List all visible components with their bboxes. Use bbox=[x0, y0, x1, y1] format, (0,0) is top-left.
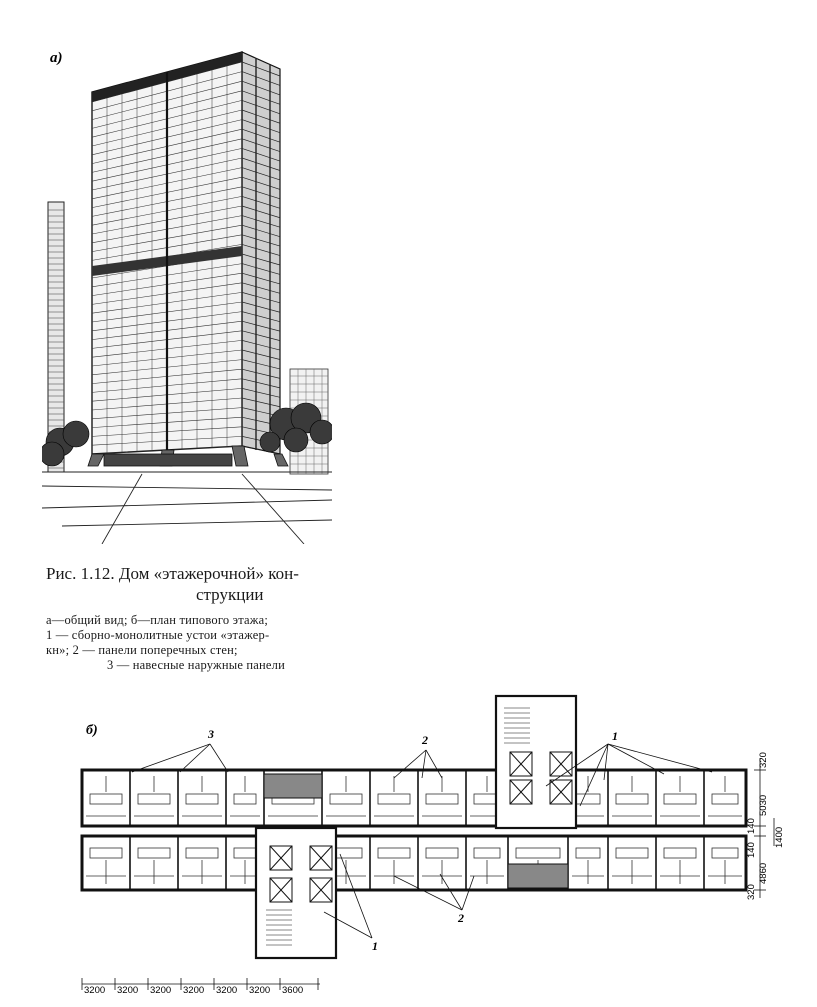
legend-line: 1 — сборно-монолитные устои «этажер- bbox=[46, 628, 270, 642]
panel-a-label: а) bbox=[50, 50, 63, 66]
dim-label: 3200 bbox=[249, 985, 271, 996]
callout-2-lower: 2 bbox=[458, 911, 464, 925]
typical-floor-plan bbox=[60, 688, 800, 1000]
caption-title bbox=[46, 563, 346, 605]
dim-label: 3200 bbox=[183, 985, 205, 996]
dim-label: 3200 bbox=[150, 985, 172, 996]
dim-label: 140 bbox=[746, 842, 757, 858]
legend-line: 3 — навесные наружные панели bbox=[106, 658, 286, 672]
legend-line: а—общий вид; б—план типового этажа; bbox=[46, 613, 269, 627]
dim-label: 4860 bbox=[758, 862, 769, 884]
plan-walls bbox=[82, 770, 746, 890]
caption-title-line2: струкции bbox=[196, 585, 264, 604]
dim-label: 140 bbox=[746, 818, 757, 834]
dim-label: 3600 bbox=[282, 985, 304, 996]
panel-b-label: б) bbox=[86, 723, 98, 738]
dim-label: 5030 bbox=[758, 794, 769, 816]
dim-label: 320 bbox=[746, 884, 757, 900]
figure-caption bbox=[46, 563, 346, 673]
ground-plaza bbox=[42, 472, 332, 544]
caption-title-line1: Рис. 1.12. Дом «этажерочной» кон- bbox=[46, 564, 299, 583]
building-perspective-illustration bbox=[42, 14, 332, 544]
dim-label: 3200 bbox=[84, 985, 106, 996]
callout-1-upper: 1 bbox=[612, 729, 618, 743]
dim-label: 3200 bbox=[216, 985, 238, 996]
dim-label: 320 bbox=[758, 752, 769, 768]
bottom-dimension-labels bbox=[84, 985, 303, 996]
callout-lines bbox=[132, 744, 712, 938]
callout-1-lower: 1 bbox=[372, 939, 378, 953]
callout-3: 3 bbox=[208, 727, 214, 741]
legend-line: кн»; 2 — панели поперечных стен; bbox=[46, 643, 238, 657]
stair-core-upper bbox=[496, 696, 576, 828]
callout-2-upper: 2 bbox=[422, 733, 428, 747]
dim-label: 3200 bbox=[117, 985, 139, 996]
caption-legend bbox=[46, 613, 346, 673]
dim-label: 1400 bbox=[774, 826, 785, 848]
